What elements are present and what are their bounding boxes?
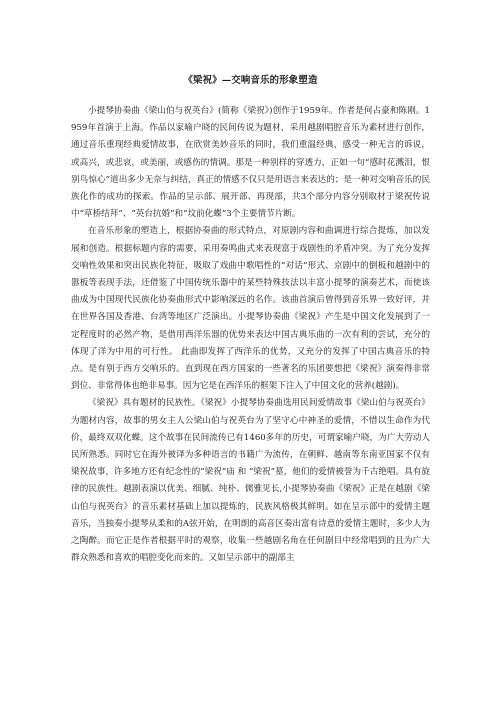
paragraph-2: 在音乐形象的塑造上，根据协奏曲的形式特点，对原剧内容和曲调进行综合提炼，加以发展和创造。根据标题内容的需要，采用奏鸣曲式来表现富于戏剧性的矛盾冲突。为了充分发挥交响性效果和突出民族化特征，吸取了戏曲中歌唱性的“对话”形式、京剧中的倒板和越剧中的嚣板等表现手法，还借鉴了中国传统乐器中的某些特殊技法以丰富小提琴的演奏艺术，而使该曲成为中国现代民族化协奏曲形式中影响深远的名作。该曲首演后曾得到音乐界一致好评，并在世界各国及香港、台湾等地区广泛演出。小提琴协奏曲《梁祝》产生是中国文化发展到了一定程度时的必然产物，是借用西洋乐器的优势来表达中国古典乐曲的一次有利的尝试，充分的体现了洋为中用的可行性。 此曲即发挥了西洋乐的优势，又充分的发挥了中国古典音乐的特点。是有别于西方交响乐的。直到现在西方国家的一些著名的乐团要想把《梁祝》演奏得非常到位、非常得体也绝非易事。因为它是在西洋乐的框架下注入了中国文化的营养(越剧)。 [71, 226, 430, 392]
paragraph-3: 《梁祝》具有题材的民族性。《梁祝》小提琴协奏曲选用民间爱情故事《梁山伯与祝英台》为题材内容，故事的男女主人公梁山伯与祝英台为了坚守心中神圣的爱情，不惜以生命作为代价，最终双双化蝶。这个故事在民间流传已有1460多年的历史，可谓家喻户晓，为广大劳动人民所熟悉。同时它在海外被译为多种语言的书籍广为流传，在朝鲜、越南等东南亚国家不仅有梁祝故事，许多地方还有纪念性的“梁祝”庙 和 “梁祝”墓，他们的爱情被誉为千古绝唱。具有旋律的民族性。越剧表演以优美、细腻、纯朴、儒雅见长,小提琴协奏曲《梁祝》正是在越剧《梁山伯与祝英台》的音乐素材基础上加以提炼的，民族风格极其鲜明。如在呈示部中的爱情主题音乐，当独奏小提琴从柔和的A弦开始，在明朗的高音区奏出富有诗意的爱情主题时，多少人为之陶醉。而它正是作者根据平时的观察，收集一些越剧名角在任何剧目中经常唱到的且为广大群众熟悉和喜欢的唱腔变化而来的。又如呈示部中的副部主 [71, 398, 430, 564]
paragraph-1: 小提琴协奏曲《梁山伯与祝英台》(简称《梁祝》)创作于1959年。作者是何占豪和陈刚。1959年首演于上海。作品以家喻户晓的民间传说为题材，采用越剧唱腔音乐为素材进行创作，通过音乐重现经典爱情故事，在欣赏美妙音乐的同时，我们重温经典，感受一种无言的诉说，或高兴，或悲哀，或美丽，或感伤的情调。那是一种别样的穿透力，正如一句“感时花溅泪，恨别鸟惊心”道出多少无奈与纠结，真正的情感不仅只是用语言来表达的；是一种对交响音乐的民族化作的成功的探索。作品的呈示部、展开部、再现部，共3个部分内容分别取材于梁祝传说中“草桥结拜”、“英台抗婚”和“坟前化蝶”3个主要情节片断。 [71, 106, 430, 220]
document-title: 《梁祝》—交响音乐的形象塑造 [183, 75, 318, 86]
